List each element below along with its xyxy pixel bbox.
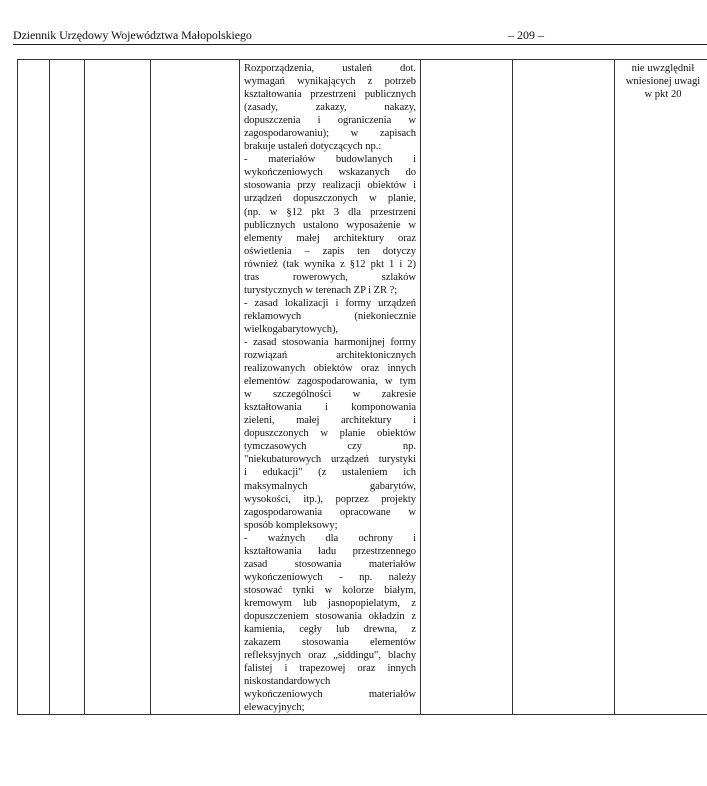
remark-line: wielkogabarytowych), — [244, 323, 339, 335]
remark-line: zieleni, małej architektury i — [244, 415, 416, 427]
remark-line: reklamowych (niekoniecznie — [244, 310, 416, 322]
remark-line: kształtowania i komponowania — [244, 402, 416, 414]
remark-line: oświetlenia – zapis ten dotyczy — [244, 245, 416, 257]
remark-line: brakuje ustaleń dotyczących np.: — [244, 141, 382, 153]
remark-line: w szczególności w zakresie — [244, 389, 416, 401]
remark-line: falistej i trapezowej oraz innych — [244, 663, 416, 675]
remark-line: elementy małej architektury oraz — [244, 232, 416, 244]
remark-line: kremowym lub jasnopopielatym, z — [244, 597, 416, 609]
table-cell-author — [85, 60, 151, 715]
remark-line: dopuszczeniem stosowania okładzin z — [244, 610, 416, 622]
remark-line: - materiałów budowlanych i — [244, 154, 416, 166]
remark-line: (np. w §12 pkt 3 dla przestrzeni — [244, 206, 416, 218]
remark-line: wykończeniowych materiałów — [244, 689, 416, 701]
remark-line: i edukacji" (z ustaleniem ich — [244, 467, 416, 479]
remark-line: kształtowania ładu przestrzennego — [244, 545, 416, 557]
remark-line: publicznych ustalono wyposażenie w — [244, 219, 416, 231]
remark-line: kamienia, cegły lub drewna, z — [244, 624, 416, 636]
remarks-table — [17, 59, 707, 715]
remark-line: elementów zagospodarowania, w tym — [244, 376, 416, 388]
remark-line: (zasady, zakazy, nakazy, — [244, 102, 416, 114]
header-divider — [13, 44, 707, 45]
remark-line: sposób kompleksowy; — [244, 519, 338, 531]
remark-line: stosowania przy realizacji obiektów i — [244, 180, 416, 192]
note-line: w pkt 20 — [644, 89, 682, 100]
remark-line: dopuszczenia i ograniczenia w — [244, 115, 416, 127]
remark-line: niskostandardowych — [244, 676, 331, 688]
remark-line: realizowanych obiektów oraz innych — [244, 363, 416, 375]
remark-line: wysokości, itp.), poprzez projekty — [244, 493, 416, 505]
remark-text — [240, 60, 420, 714]
remark-line: wykończeniowych - np. należy — [244, 571, 416, 583]
remark-line: tras rowerowych, szlaków — [244, 271, 416, 283]
remark-line: stosować tynki w kolorze białym, — [244, 584, 416, 596]
note-line: wniesionej uwagi — [625, 76, 701, 87]
remark-line: tymczasowych czy np. — [244, 441, 416, 453]
remark-line: turystycznych w terenach ZP i ZR ?; — [244, 284, 398, 296]
remark-line: wykończeniowych wskazanych do — [244, 167, 416, 179]
remark-line: - zasad lokalizacji i formy urządzeń — [244, 297, 416, 309]
remark-line: wymagań wynikających z potrzeb — [244, 76, 416, 88]
remark-line: również (tak wynika z §12 pkt 1 i 2) — [244, 258, 416, 270]
table-cell-designation — [421, 60, 513, 715]
remark-line: rozwiązań architektonicznych — [244, 350, 416, 362]
remark-line: zagospodarowaniu); w zapisach — [244, 128, 416, 140]
table-cell-lp — [18, 60, 50, 715]
table-row — [18, 60, 707, 715]
remark-line: Rozporządzenia, ustaleń dot. — [244, 63, 416, 74]
remark-line: urządzeń dopuszczonych w planie, — [244, 193, 416, 205]
table-cell-notes — [615, 60, 707, 715]
remark-line: dopuszczonych w planie obiektów — [244, 428, 416, 440]
remark-line: zagospodarowania opracowane w — [244, 506, 416, 518]
remark-line: refleksyjnych oraz „siddingu", blachy — [244, 650, 416, 662]
remark-line: "niekubaturowych urządzeń turystyki — [244, 454, 416, 466]
note-line: nie uwzględnił — [631, 63, 695, 74]
remark-line: - ważnych dla ochrony i — [244, 532, 416, 544]
journal-title: Dziennik Urzędowy Województwa Małopolskiego — [13, 28, 252, 42]
page-number: – 209 – — [508, 28, 544, 42]
remark-line: - zasad stosowania harmonijnej formy — [244, 336, 416, 348]
table-cell-remark-content — [240, 60, 421, 715]
table-cell-parcel — [151, 60, 240, 715]
remark-line: zasad stosowania materiałów — [244, 558, 416, 570]
table-cell-decision — [513, 60, 615, 715]
remark-line: elewacyjnych; — [244, 702, 305, 714]
remark-line: zakazem stosowania elementów — [244, 637, 416, 649]
decision-note — [615, 60, 707, 101]
table-cell-date — [50, 60, 85, 715]
remark-line: kształtowania przestrzeni publicznych — [244, 89, 416, 101]
remark-line: maksymalnych gabarytów, — [244, 480, 416, 492]
